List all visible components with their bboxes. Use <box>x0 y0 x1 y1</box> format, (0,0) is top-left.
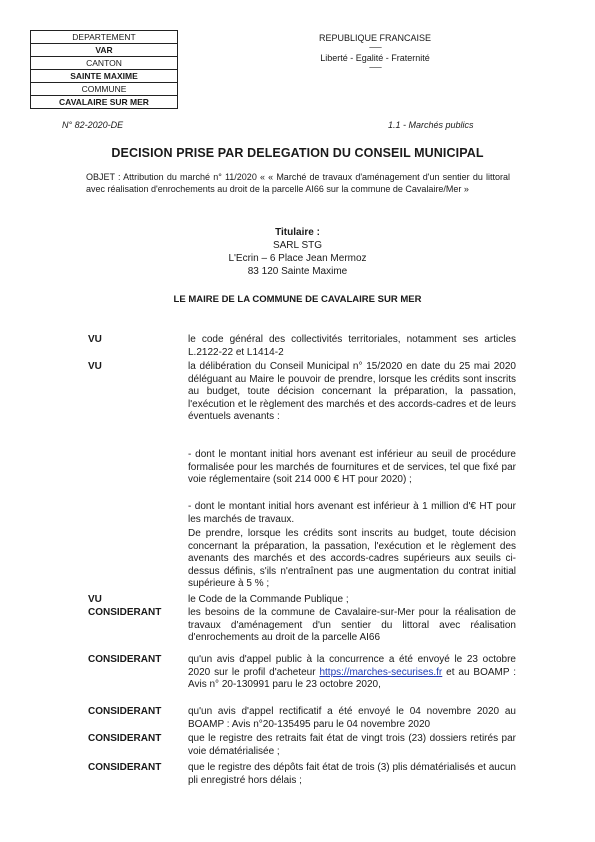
maire-heading: LE MAIRE DE LA COMMUNE DE CAVALAIRE SUR MER <box>173 294 422 305</box>
clause-text: que le registre des dépôts fait état de trois (3) plis dématérialisés et aucun pli enregistré hors délais ; <box>188 762 516 786</box>
decision-number: N° 82-2020-DE <box>62 120 124 130</box>
clause-key: CONSIDERANT <box>88 733 162 744</box>
decision-category: 1.1 - Marchés publics <box>388 120 474 130</box>
clause-key: VU <box>88 361 102 372</box>
titulaire-address-line1: L'Ecrin – 6 Place Jean Mermoz <box>228 253 367 264</box>
separator: ------------ <box>369 65 381 71</box>
clause-text: - dont le montant initial hors avenant est inférieur à 1 million d'€ HT pour les marchés de travaux. <box>188 501 516 525</box>
clause-text-part: qu'un avis d'appel public à la concurrence a été envoyé le 23 octobre 2020 sur le profil d'acheteur <box>188 654 516 678</box>
republic-motto: Liberté - Egalité - Fraternité <box>320 53 430 63</box>
administrative-box <box>30 30 178 109</box>
canton-value: SAINTE MAXIME <box>31 70 177 83</box>
marches-securises-link[interactable]: https://marches-securises.fr <box>319 666 443 678</box>
clause-text: que le registre des retraits fait état de vingt trois (23) dossiers retirés par voie dématérialisée ; <box>188 733 516 757</box>
clause-text-part: et au BOAMP : Avis n° 20-130991 paru le 23 octobre 2020, <box>188 666 517 691</box>
clause-text: qu'un avis d'appel rectificatif a été envoyé le 04 novembre 2020 au BOAMP : Avis n°20-135495 paru le 04 novembre 2020 <box>188 706 516 730</box>
clause-text: la délibération du Conseil Municipal n° 15/2020 en date du 25 mai 2020 déléguant au Maire le pouvoir de prendre, lorsque les crédits sont inscrits au budget, toute décision concernant la préparation, la passation, l'exécution et le règlement des marchés et des accords-cadres et de leurs éventuels avenants : <box>188 361 516 423</box>
page-title: DECISION PRISE PAR DELEGATION DU CONSEIL MUNICIPAL <box>111 146 484 160</box>
titulaire-block <box>0 226 595 278</box>
clause-key: CONSIDERANT <box>88 762 162 773</box>
titulaire-address-line2: 83 120 Sainte Maxime <box>247 266 348 277</box>
departement-label: DEPARTEMENT <box>31 31 177 44</box>
commune-label: COMMUNE <box>31 83 177 96</box>
clause-text <box>188 654 516 692</box>
republic-title: REPUBLIQUE FRANCAISE <box>318 33 432 43</box>
canton-label: CANTON <box>31 57 177 70</box>
clause-key: CONSIDERANT <box>88 654 162 665</box>
clause-key: VU <box>88 594 102 605</box>
clause-text: les besoins de la commune de Cavalaire-sur-Mer pour la réalisation de travaux d'aménagement d'un sentier du littoral avec réalisation d'enrochements au droit de la parcelle AI66 <box>188 607 516 644</box>
separator: ------------ <box>369 45 381 51</box>
republic-header <box>300 32 450 72</box>
clause-key: CONSIDERANT <box>88 706 162 717</box>
objet-paragraph: OBJET : Attribution du marché n° 11/2020 « « Marché de travaux d'aménagement d'un sentier du littoral avec réalisation d'enrochements au droit de la parcelle AI66 sur la commune de Cavalaire/Mer » <box>86 172 510 194</box>
commune-value: CAVALAIRE SUR MER <box>59 97 149 107</box>
clause-text: De prendre, lorsque les crédits sont inscrits au budget, toute décision concernant la préparation, la passation, l'exécution et le règlement des avenants des marchés et des accords-cadres supérieurs aux seuils ci-dessus définis, s'ils n'entraînent pas une augmentation du contrat initial supérieure à 5 % ; <box>188 528 516 590</box>
clause-key: VU <box>88 334 102 345</box>
titulaire-name: SARL STG <box>272 240 323 251</box>
clause-key: CONSIDERANT <box>88 607 162 618</box>
departement-value: VAR <box>31 44 177 57</box>
clause-text: le Code de la Commande Publique ; <box>188 594 349 605</box>
titulaire-label: Titulaire : <box>275 227 320 238</box>
clause-text: - dont le montant initial hors avenant est inférieur au seuil de procédure formalisée pour les marchés de fournitures et de services, tel que fixé par voie réglementaire (soit 214 000 € HT pour 2020) ; <box>188 449 516 486</box>
clause-text: le code général des collectivités territoriales, notamment ses articles L.2122-22 et L1414-2 <box>188 334 516 358</box>
